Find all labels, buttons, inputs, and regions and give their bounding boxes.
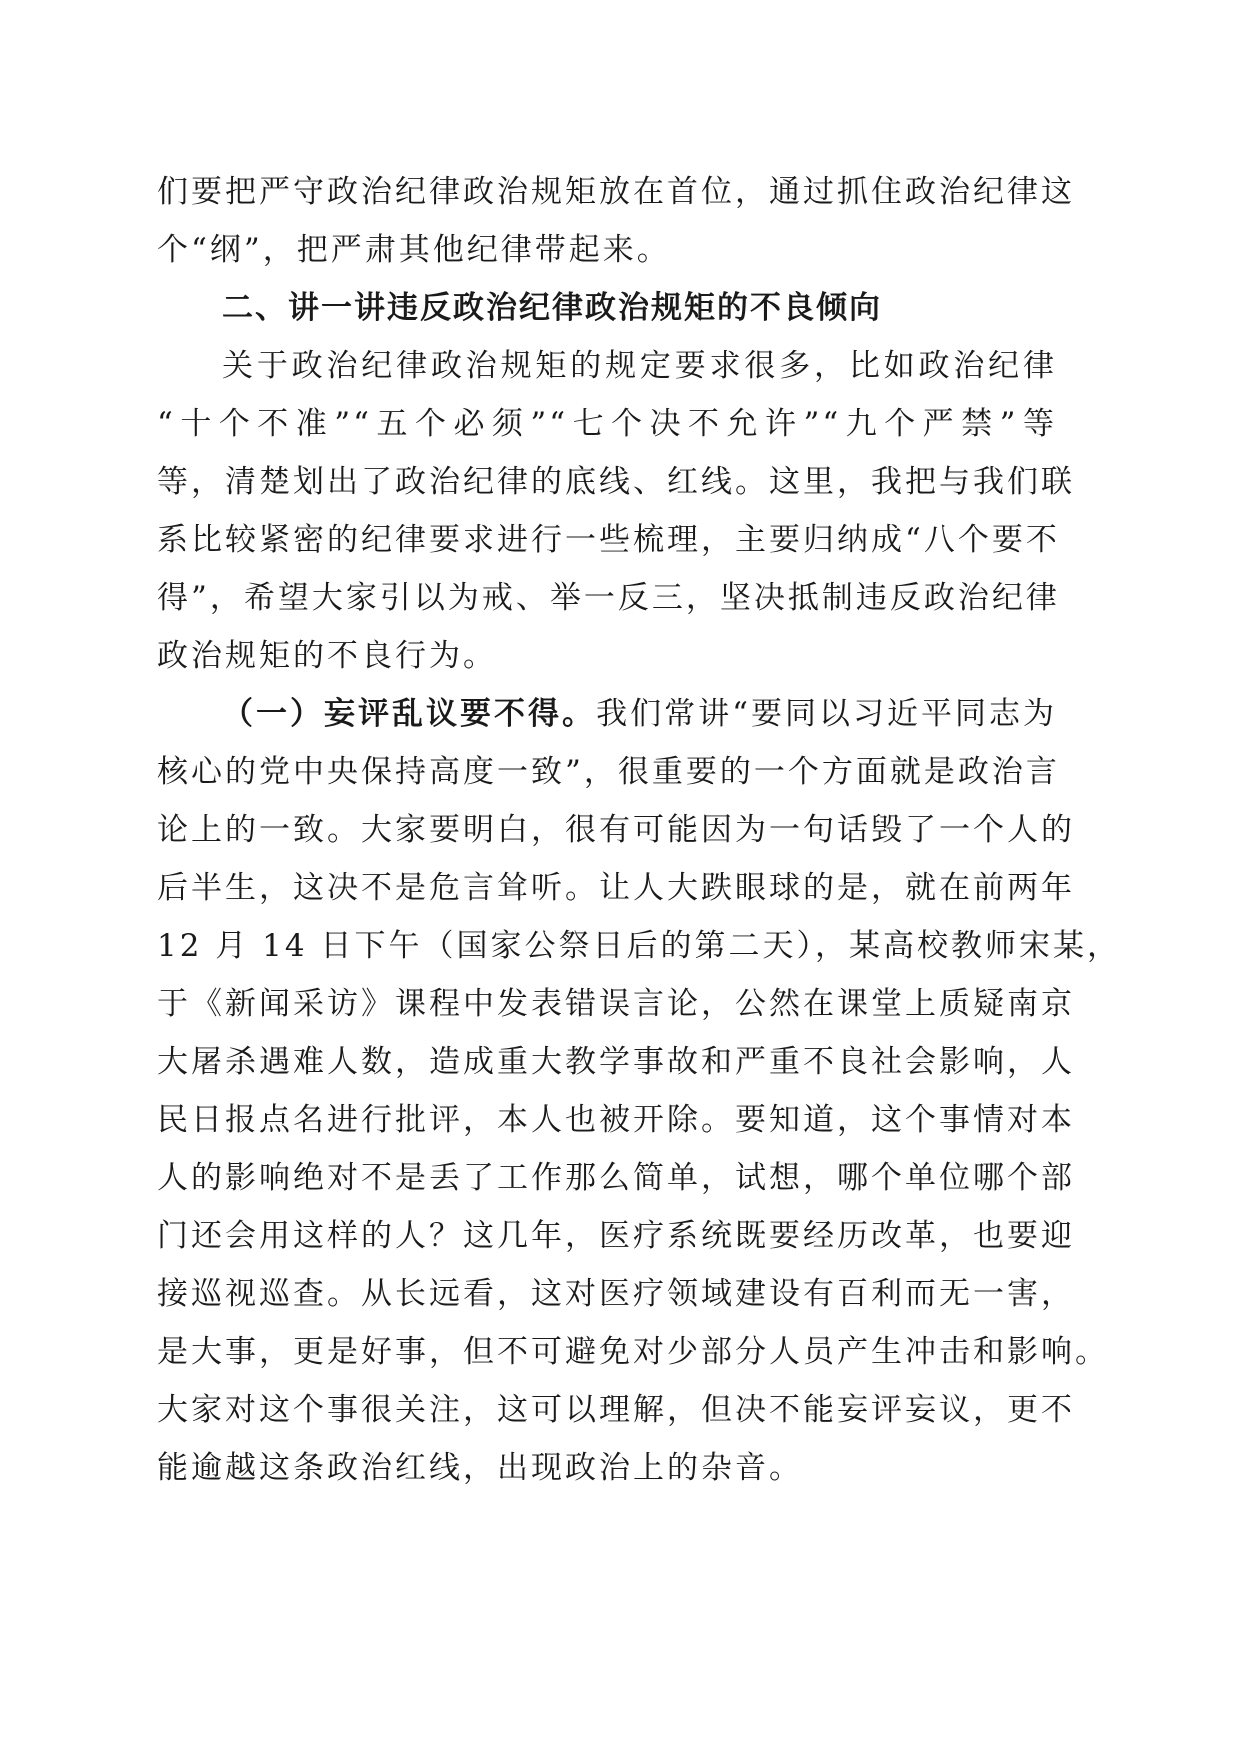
body-text-span: 我们常讲“要同以习近平同志为 [596, 696, 1058, 732]
body-text-line: 核心的党中央保持高度一致”，很重要的一个方面就是政治言 [157, 754, 1060, 790]
body-text-line: 人的影响绝对不是丢了工作那么简单，试想，哪个单位哪个部 [157, 1160, 1075, 1196]
body-text-line: “十个不准”“五个必须”“七个决不允许”“九个严禁”等 [157, 406, 1057, 442]
body-text-line: 民日报点名进行批评，本人也被开除。要知道，这个事情对本 [157, 1102, 1075, 1138]
body-text-line: 后半生，这决不是危言耸听。让人大跌眼球的是，就在前两年 [157, 870, 1075, 906]
body-text-line: 接巡视巡查。从长远看，这对医疗领域建设有百利而无一害， [157, 1276, 1075, 1312]
body-text-line: 政治规矩的不良行为。 [157, 638, 497, 674]
body-text-line: 大家对这个事很关注，这可以理解，但决不能妄评妄议，更不 [157, 1392, 1075, 1428]
body-text-line: 个“纲”，把严肃其他纪律带起来。 [157, 232, 671, 268]
body-text-line: 是大事，更是好事，但不可避免对少部分人员产生冲击和影响。 [157, 1334, 1109, 1370]
body-text-line: 论上的一致。大家要明白，很有可能因为一句话毁了一个人的 [157, 812, 1075, 848]
body-text-line: 们要把严守政治纪律政治规矩放在首位，通过抓住政治纪律这 [157, 174, 1075, 210]
body-text-line: 得”，希望大家引以为戒、举一反三，坚决抵制违反政治纪律 [157, 580, 1060, 616]
body-text-line: 关于政治纪律政治规矩的规定要求很多，比如政治纪律 [222, 348, 1057, 384]
body-text-line: 能逾越这条政治红线，出现政治上的杂音。 [157, 1450, 803, 1486]
body-text-line: 系比较紧密的纪律要求进行一些梳理，主要归纳成“八个要不 [157, 522, 1060, 558]
body-text-line: 等，清楚划出了政治纪律的底线、红线。这里，我把与我们联 [157, 464, 1075, 500]
subsection-heading: （一）妄评乱议要不得。 [222, 696, 597, 732]
body-text-line: 于《新闻采访》课程中发表错误言论，公然在课堂上质疑南京 [157, 986, 1075, 1022]
section-heading: 二、讲一讲违反政治纪律政治规矩的不良倾向 [222, 290, 882, 326]
body-text-line: 大屠杀遇难人数，造成重大教学事故和严重不良社会影响，人 [157, 1044, 1075, 1080]
subsection-paragraph-start [222, 694, 1057, 734]
body-text-line: 门还会用这样的人？这几年，医疗系统既要经历改革，也要迎 [157, 1218, 1075, 1254]
body-text-line: 12 月 14 日下午（国家公祭日后的第二天），某高校教师宋某， [157, 928, 1121, 964]
